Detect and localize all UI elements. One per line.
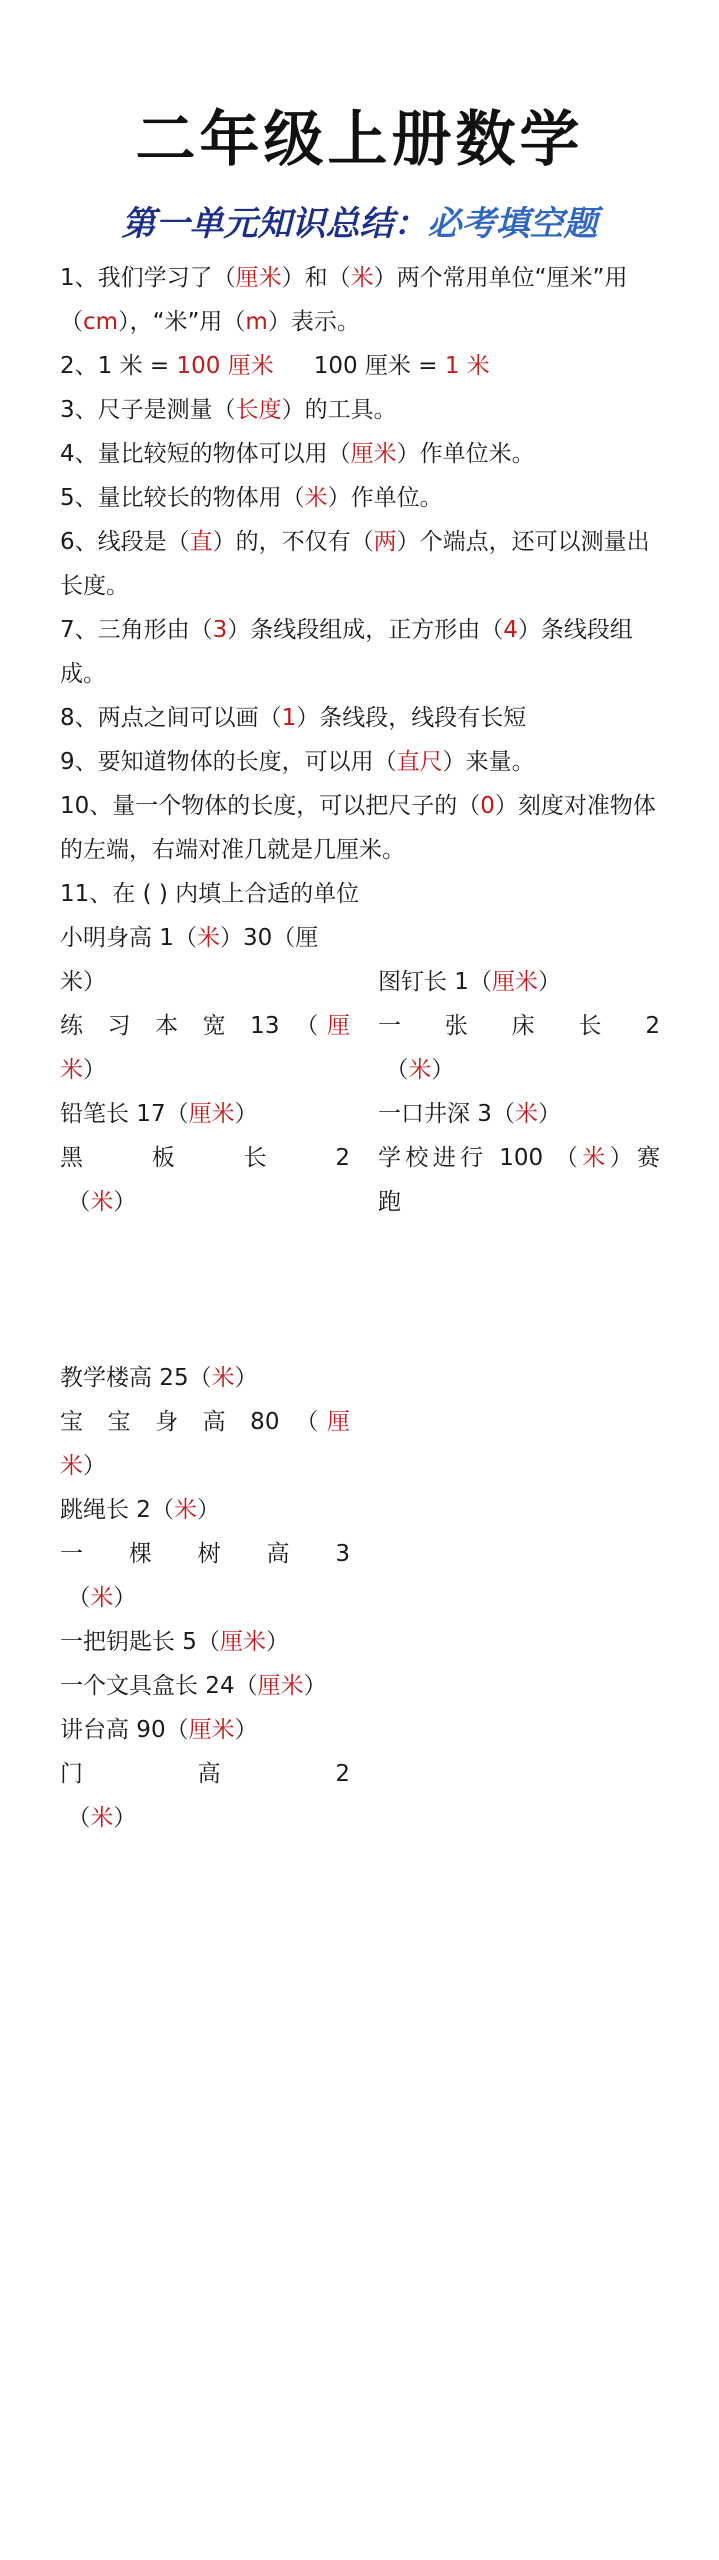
item-5: 5、量比较长的物体用（米）作单位。 [60,485,443,511]
fill-lianxiben: 练 习 本 宽 13 （厘 米） [60,1013,350,1083]
item-6-line-2: 长度。 [60,573,129,599]
fill-men: 门 高 2 （米） [60,1761,350,1831]
item-4: 4、量比较短的物体可以用（厘米）作单位米。 [60,441,535,467]
item-6-line-1: 6、线段是（直）的，不仅有（两）个端点，还可以测量出 [60,529,650,555]
fill-jiangtai: 讲台高 90（厘米） [60,1717,258,1743]
item-2: 2、1 米 = 100 厘米 100 厘米 = 1 米 [60,353,490,379]
fill-heiban: 黑 板 长 2 （米） [60,1145,350,1215]
page-subtitle [0,196,719,245]
fill-xiaoming: 小明身高 1（米）30（厘 米） [60,925,319,995]
item-7-line-1: 7、三角形由（3）条线段组成，正方形由（4）条线段组 [60,617,633,643]
fill-saipao: 学校进行 100 （米）赛 跑 [378,1145,660,1215]
fill-tiaosheng: 跳绳长 2（米） [60,1497,220,1523]
fill-chuang: 一 张 床 长 2 （米） [378,1013,660,1083]
item-11: 11、在 ( ) 内填上合适的单位 [60,881,360,907]
fill-wenjuhe: 一个文具盒长 24（厘米） [60,1673,327,1699]
fill-shu: 一 棵 树 高 3 （米） [60,1541,350,1611]
item-3: 3、尺子是测量（长度）的工具。 [60,397,397,423]
item-7-line-2: 成。 [60,661,106,687]
fill-qianbi: 铅笔长 17（厘米） [60,1101,258,1127]
subtitle-part2: 必考填空题 [427,204,598,244]
item-8: 8、两点之间可以画（1）条线段，线段有长短 [60,705,527,731]
item-10-line-2: 的左端，右端对准几就是几厘米。 [60,837,405,863]
fill-baobao: 宝 宝 身 高 80 （厘 米） [60,1409,350,1479]
item-1-line-1: 1、我们学习了（厘米）和（米）两个常用单位“厘米”用 [60,265,628,291]
fill-tuding: 图钉长 1（厘米） [378,969,561,995]
subtitle-part1: 第一单元知识总结： [121,204,428,244]
page-title: 二年级上册数学 [135,105,584,175]
item-9: 9、要知道物体的长度，可以用（直尺）来量。 [60,749,535,775]
item-1-line-2: （cm），“米”用（m）表示。 [60,309,360,335]
fill-jiaoxuelou: 教学楼高 25（米） [60,1365,258,1391]
fill-jing: 一口井深 3（米） [378,1101,561,1127]
item-10-line-1: 10、量一个物体的长度，可以把尺子的（0）刻度对准物体 [60,793,656,819]
fill-yaoshi: 一把钥匙长 5（厘米） [60,1629,289,1655]
